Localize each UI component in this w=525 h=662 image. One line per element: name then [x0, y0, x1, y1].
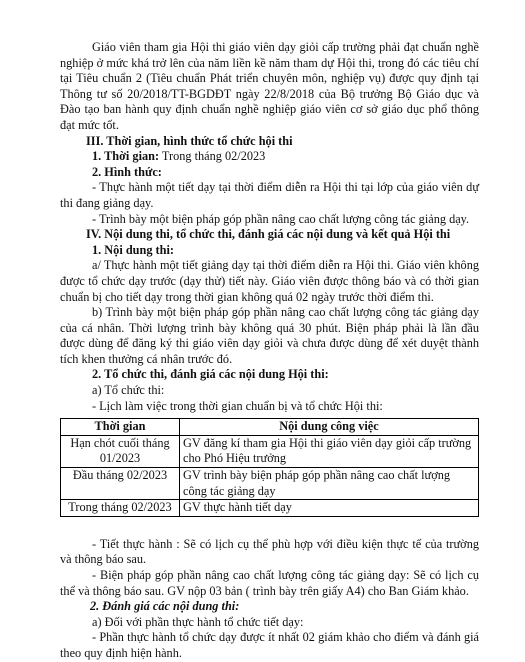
schedule-intro: - Lịch làm việc trong thời gian chuẩn bị và tổ chức Hội thi: — [92, 398, 383, 413]
row-task: GV thực hành tiết dạy — [180, 500, 479, 517]
organization-item-a: a) Tổ chức thi: — [92, 383, 165, 398]
time-label: 1. Thời gian: — [92, 149, 160, 164]
practice-note: - Tiết thực hành : Sẽ có lịch cụ thể phù hợp với điều kiện thực tế của trường và thông báo sau. — [60, 536, 479, 567]
table-row — [61, 435, 479, 467]
section-4-heading: IV. Nội dung thi, tổ chức thi, đánh giá các nội dung và kết quả Hội thi — [86, 227, 451, 242]
content-heading: 1. Nội dung thi: — [92, 242, 175, 257]
organization-heading: 2. Tổ chức thi, đánh giá các nội dung Hội thi: — [92, 367, 329, 382]
evaluation-heading: 2. Đánh giá các nội dung thi: — [90, 599, 240, 614]
form-item-practice: - Thực hành một tiết dạy tại thời điểm diễn ra Hội thi tại lớp của giáo viên dự thi đang giảng dạy. — [60, 180, 479, 210]
table-row — [61, 468, 479, 500]
evaluation-item-a: a) Đối với phần thực hành tổ chức tiết dạy: — [92, 614, 304, 629]
schedule-table — [60, 418, 479, 517]
content-item-b: b) Trình bày một biện pháp góp phần nâng cao chất lượng công tác giảng dạy của cá nhân. Thời lượng trình bày không quá 30 phút. Biện pháp phải là lần đầu được dùng để đăng ký thi giáo viên dạy giỏi và chưa được dùng để xét duyệt thành tích khen thưởng cá nhân trước đó. — [60, 305, 479, 366]
row-time: Trong tháng 02/2023 — [61, 500, 180, 517]
header-task: Nội dung công việc — [180, 419, 479, 436]
row-task: GV đăng kí tham gia Hội thi giáo viên dạy giỏi cấp trường cho Phó Hiệu trưởng — [180, 435, 479, 467]
table-header-row — [61, 419, 479, 436]
form-heading: 2. Hình thức: — [92, 164, 162, 179]
time-value: Trong tháng 02/2023 — [159, 149, 266, 164]
time-line — [60, 149, 479, 165]
header-time: Thời gian — [61, 419, 180, 436]
method-note: - Biện pháp góp phần nâng cao chất lượng công tác giảng dạy: Sẽ có lịch cụ thể và thông báo sau. GV nộp 03 bản ( trình bày trên giấy A4) cho Ban Giám khảo. — [60, 568, 479, 598]
section-3-heading: III. Thời gian, hình thức tổ chức hội thi — [86, 133, 293, 148]
row-task: GV trình bày biện pháp góp phần nâng cao chất lượng công tác giảng dạy — [180, 468, 479, 500]
row-time: Đầu tháng 02/2023 — [61, 468, 180, 500]
content-item-a: a/ Thực hành một tiết giảng dạy tại thời điểm diễn ra Hội thi. Giáo viên không được tổ chức dạy trước (dạy thử) tiết này. Giáo viên được thông báo và có thời gian chuẩn bị cho tiết dạy trong thời gian không quá 02 ngày trước thời điểm thi. — [60, 258, 479, 304]
document-body — [60, 40, 479, 662]
row-time: Hạn chót cuối tháng 01/2023 — [61, 435, 180, 467]
table-row — [61, 500, 479, 517]
evaluation-item-a-detail: - Phần thực hành tổ chức dạy được ít nhất 02 giám khảo cho điểm và đánh giá theo quy định hiện hành. — [60, 630, 479, 660]
form-item-presentation: - Trình bày một biện pháp góp phần nâng cao chất lượng công tác giảng dạy. — [92, 211, 470, 226]
intro-paragraph: Giáo viên tham gia Hội thi giáo viên dạy giỏi cấp trường phải đạt chuẩn nghề nghiệp ở mức khá trở lên của năm liền kề năm tham dự Hội thi, trong đó các tiêu chí tại Tiêu chuẩn 2 (Tiêu chuẩn Phát triển chuyên môn, nghiệp vụ) được quy định tại Thông tư số 20/2018/TT-BGDĐT ngày 22/8/2018 của Bộ trưởng Bộ Giáo dục và Đào tạo ban hành quy định chuẩn nghề nghiệp giáo viên cơ sở giáo dục phổ thông đạt mức tốt. — [60, 40, 479, 132]
